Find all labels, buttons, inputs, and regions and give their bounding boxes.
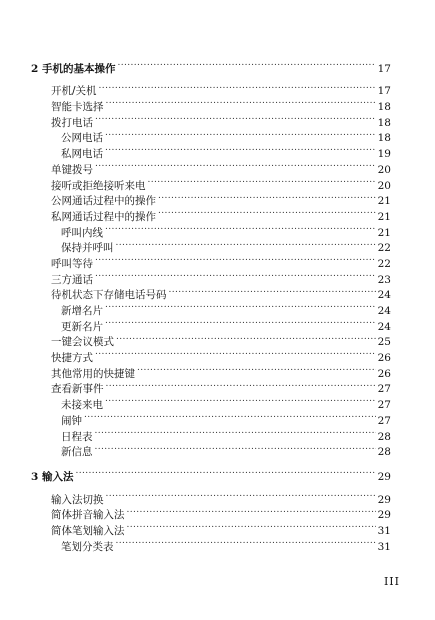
toc-entry-text: 简体拼音输入法: [51, 509, 125, 522]
dot-leader: [105, 392, 376, 408]
toc-entry-title: [51, 351, 93, 367]
toc-entry-text: 智能卡选择: [51, 101, 104, 114]
toc-entry-title: [51, 257, 93, 273]
toc-entry-text: 快捷方式: [51, 352, 93, 365]
dot-leader: [95, 157, 376, 173]
toc-entry-title: [51, 179, 146, 195]
toc-entry-page: 29: [377, 509, 391, 522]
dot-leader: [95, 440, 376, 456]
toc-entry-title: [61, 226, 103, 242]
toc-entry-page: 26: [377, 352, 391, 365]
toc-entry-title: [51, 84, 97, 100]
toc-entry-text: 拨打电话: [51, 116, 93, 129]
toc-entry-text: 呼叫内线: [61, 226, 103, 239]
dot-leader: [95, 110, 376, 126]
toc-entry-page: 18: [377, 116, 391, 129]
toc-entry-text: 私网通话过程中的操作: [51, 210, 156, 223]
toc-entry-page: 22: [377, 257, 391, 270]
toc-entry-title: [61, 304, 103, 320]
dot-leader: [106, 94, 376, 110]
toc-entry-page: 22: [377, 242, 391, 255]
toc-entry-page: 23: [377, 273, 391, 286]
page-number: III: [383, 575, 400, 588]
toc-entry-title: [61, 540, 114, 556]
toc-entry-title: [51, 382, 104, 398]
toc-entry[interactable]: [31, 487, 391, 506]
toc-entry-title: [51, 116, 93, 132]
toc-entry-text: 开机/关机: [51, 85, 97, 98]
toc-entry-title: [61, 445, 93, 461]
toc-entry-text: 三方通话: [51, 273, 93, 286]
toc-entry-page: 29: [377, 470, 391, 483]
dot-leader: [75, 464, 375, 480]
toc-entry-text: 新信息: [61, 446, 93, 459]
dot-leader: [95, 251, 376, 267]
dot-leader: [116, 330, 376, 346]
toc-entry-page: 20: [377, 163, 391, 176]
dot-leader: [116, 534, 376, 550]
toc-entry-page: 18: [377, 101, 391, 114]
toc-entry-page: 25: [377, 336, 391, 349]
dot-leader: [105, 126, 376, 142]
toc-entry-page: 29: [377, 493, 391, 506]
dot-leader: [105, 314, 376, 330]
toc-entry-text: 单键拨号: [51, 163, 93, 176]
dot-leader: [169, 283, 376, 299]
toc-entry-text: 日程表: [61, 430, 93, 443]
dot-leader: [158, 204, 376, 220]
dot-leader: [127, 503, 376, 519]
toc-entry-title: [61, 131, 103, 147]
chapter-number: 3: [31, 470, 39, 483]
toc-entry-text: 笔划分类表: [61, 540, 114, 553]
toc-entry-text: 公网通话过程中的操作: [51, 195, 156, 208]
toc-entry-page: 28: [377, 446, 391, 459]
toc-entry-text: 其他常用的快捷键: [51, 367, 135, 380]
toc-entry-page: 17: [377, 62, 391, 75]
dot-leader: [95, 267, 376, 283]
toc-entry-page: 26: [377, 367, 391, 380]
toc-chapter-entry[interactable]: [31, 56, 391, 75]
toc-entry-text: 公网电话: [61, 132, 103, 145]
toc-entry-text: 呼叫等待: [51, 257, 93, 270]
toc-entry-title: [61, 414, 82, 430]
toc-entry-text: 输入法: [41, 470, 74, 483]
toc-entry-page: 21: [377, 195, 391, 208]
toc-entry-text: 更新名片: [61, 320, 103, 333]
toc-entry-title: [31, 470, 73, 486]
toc-entry-title: [51, 273, 93, 289]
toc-entry-text: 保持并呼叫: [61, 242, 114, 255]
toc-chapter-entry[interactable]: [31, 464, 391, 483]
dot-leader: [84, 408, 376, 424]
toc-entry-text: 一键会议模式: [51, 336, 114, 349]
dot-leader: [95, 424, 376, 440]
table-of-contents: [31, 56, 391, 553]
toc-entry-title: [51, 524, 125, 540]
dot-leader: [127, 518, 376, 534]
toc-entry-page: 24: [377, 289, 391, 302]
toc-entry-text: 未接来电: [61, 399, 103, 412]
dot-leader: [148, 173, 376, 189]
toc-spacer: [31, 480, 391, 487]
toc-entry-page: 24: [377, 305, 391, 317]
toc-entry-text: 输入法切换: [51, 493, 104, 506]
toc-entry-text: 接听或拒绝接听来电: [51, 179, 146, 192]
dot-leader: [95, 345, 376, 361]
dot-leader: [106, 487, 376, 503]
toc-entry-page: 27: [377, 383, 391, 396]
toc-entry-title: [51, 194, 156, 210]
toc-entry-title: [51, 493, 104, 509]
toc-entry-title: [31, 62, 115, 78]
toc-entry-page: 21: [377, 210, 391, 223]
toc-entry-title: [51, 508, 125, 524]
toc-entry-text: 简体笔划输入法: [51, 524, 125, 537]
toc-entry-text: 待机状态下存储电话号码: [51, 289, 167, 302]
toc-entry-page: 31: [377, 524, 391, 537]
toc-entry-page: 18: [377, 132, 391, 145]
toc-entry-text: 查看新事件: [51, 383, 104, 396]
chapter-number: 2: [31, 62, 39, 75]
toc-entry-text: 私网电话: [61, 148, 103, 161]
dot-leader: [105, 220, 376, 236]
toc-entry-text: 新增名片: [61, 305, 103, 317]
toc-entry-page: 28: [377, 430, 391, 443]
toc-entry-title: [61, 320, 103, 336]
dot-leader: [137, 361, 376, 377]
dot-leader: [99, 79, 376, 95]
dot-leader: [158, 189, 376, 205]
toc-entry-title: [51, 163, 93, 179]
dot-leader: [106, 377, 376, 393]
toc-entry-page: 20: [377, 179, 391, 192]
toc-entry[interactable]: [31, 424, 391, 443]
dot-leader: [105, 141, 376, 157]
toc-entry-text: 闹钟: [61, 414, 82, 427]
toc-entry-title: [61, 430, 93, 446]
toc-entry-page: 19: [377, 148, 391, 161]
toc-entry[interactable]: [31, 79, 391, 98]
toc-entry[interactable]: [31, 408, 391, 427]
toc-entry-page: 27: [377, 414, 391, 427]
toc-entry-page: 31: [377, 540, 391, 553]
toc-entry-page: 27: [377, 399, 391, 412]
dot-leader: [105, 298, 376, 314]
toc-entry-page: 21: [377, 226, 391, 239]
toc-entry-page: 24: [377, 320, 391, 333]
dot-leader: [117, 56, 375, 72]
dot-leader: [116, 236, 376, 252]
toc-entry-text: 手机的基本操作: [41, 62, 116, 75]
toc-entry-page: 17: [377, 85, 391, 98]
